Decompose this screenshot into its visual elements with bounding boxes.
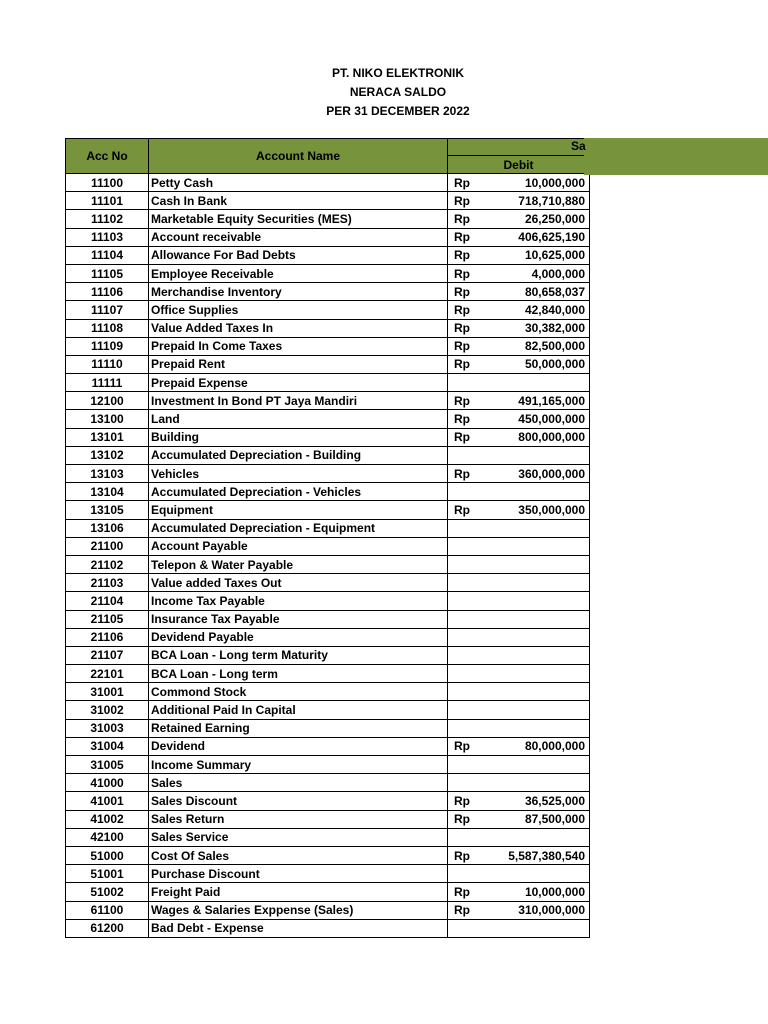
table-row: [66, 610, 590, 628]
table-row: [66, 883, 590, 901]
currency-cell: Rp: [448, 355, 489, 373]
table-row: [66, 246, 590, 264]
debit-cell: 718,710,880: [488, 192, 590, 210]
account-name-cell: BCA Loan - Long term: [149, 665, 448, 683]
acc-no-cell: 11105: [66, 264, 149, 282]
currency-cell: Rp: [448, 428, 489, 446]
account-name-cell: Office Supplies: [149, 301, 448, 319]
currency-cell: Rp: [448, 192, 489, 210]
debit-cell: 10,625,000: [488, 246, 590, 264]
table-row: [66, 665, 590, 683]
currency-cell: [448, 919, 489, 937]
account-name-cell: Value Added Taxes In: [149, 319, 448, 337]
currency-cell: [448, 446, 489, 464]
debit-cell: 5,587,380,540: [488, 846, 590, 864]
acc-no-cell: 13102: [66, 446, 149, 464]
debit-cell: [488, 446, 590, 464]
table-row: [66, 810, 590, 828]
currency-cell: [448, 628, 489, 646]
debit-cell: 26,250,000: [488, 210, 590, 228]
trial-balance-table: [65, 138, 590, 938]
acc-no-cell: 13100: [66, 410, 149, 428]
debit-cell: [488, 374, 590, 392]
account-name-cell: Land: [149, 410, 448, 428]
account-name-cell: Equipment: [149, 501, 448, 519]
acc-no-cell: 31005: [66, 756, 149, 774]
table-row: [66, 719, 590, 737]
debit-cell: 406,625,190: [488, 228, 590, 246]
debit-cell: 450,000,000: [488, 410, 590, 428]
currency-cell: Rp: [448, 737, 489, 755]
currency-cell: Rp: [448, 283, 489, 301]
debit-cell: 80,000,000: [488, 737, 590, 755]
acc-no-cell: 21100: [66, 537, 149, 555]
table-row: [66, 574, 590, 592]
account-name-cell: Income Summary: [149, 756, 448, 774]
currency-cell: Rp: [448, 319, 489, 337]
account-name-cell: Income Tax Payable: [149, 592, 448, 610]
table-row: [66, 628, 590, 646]
account-name-cell: Investment In Bond PT Jaya Mandiri: [149, 392, 448, 410]
account-name-cell: Prepaid In Come Taxes: [149, 337, 448, 355]
acc-no-cell: 41001: [66, 792, 149, 810]
table-row: [66, 374, 590, 392]
table-row: [66, 446, 590, 464]
currency-cell: Rp: [448, 465, 489, 483]
currency-cell: [448, 483, 489, 501]
currency-cell: [448, 719, 489, 737]
account-name-cell: Sales Service: [149, 828, 448, 846]
acc-no-cell: 51002: [66, 883, 149, 901]
table-row: [66, 846, 590, 864]
currency-cell: [448, 774, 489, 792]
debit-cell: [488, 646, 590, 664]
account-name-cell: Telepon & Water Payable: [149, 555, 448, 573]
account-name-cell: Insurance Tax Payable: [149, 610, 448, 628]
currency-cell: [448, 374, 489, 392]
acc-no-cell: 11104: [66, 246, 149, 264]
account-name-cell: Account Payable: [149, 537, 448, 555]
currency-cell: [448, 646, 489, 664]
acc-no-cell: 21105: [66, 610, 149, 628]
currency-cell: Rp: [448, 246, 489, 264]
currency-cell: Rp: [448, 301, 489, 319]
debit-cell: 50,000,000: [488, 355, 590, 373]
debit-cell: [488, 592, 590, 610]
debit-cell: [488, 701, 590, 719]
currency-cell: Rp: [448, 501, 489, 519]
acc-no-cell: 11110: [66, 355, 149, 373]
table-row: [66, 410, 590, 428]
acc-no-cell: 11103: [66, 228, 149, 246]
debit-cell: [488, 683, 590, 701]
currency-cell: [448, 665, 489, 683]
saldo-header: Sa: [571, 139, 586, 153]
currency-cell: Rp: [448, 901, 489, 919]
acc-no-cell: 61100: [66, 901, 149, 919]
debit-cell: 80,658,037: [488, 283, 590, 301]
debit-cell: 36,525,000: [488, 792, 590, 810]
debit-cell: [488, 574, 590, 592]
currency-cell: [448, 756, 489, 774]
table-row: [66, 283, 590, 301]
acc-no-cell: 11101: [66, 192, 149, 210]
currency-cell: [448, 592, 489, 610]
debit-cell: 87,500,000: [488, 810, 590, 828]
table-row: [66, 774, 590, 792]
currency-cell: Rp: [448, 883, 489, 901]
acc-no-cell: 12100: [66, 392, 149, 410]
debit-cell: [488, 828, 590, 846]
account-name-header: Account Name: [149, 139, 448, 174]
account-name-cell: Prepaid Expense: [149, 374, 448, 392]
debit-cell: 10,000,000: [488, 174, 590, 192]
currency-cell: [448, 555, 489, 573]
currency-cell: [448, 519, 489, 537]
table-row: [66, 646, 590, 664]
debit-cell: 10,000,000: [488, 883, 590, 901]
table-row: [66, 192, 590, 210]
debit-cell: 491,165,000: [488, 392, 590, 410]
currency-cell: Rp: [448, 792, 489, 810]
table-row: [66, 792, 590, 810]
table-row: [66, 519, 590, 537]
account-name-cell: Cost Of Sales: [149, 846, 448, 864]
currency-cell: [448, 865, 489, 883]
table-row: [66, 319, 590, 337]
table-row: [66, 756, 590, 774]
table-row: [66, 301, 590, 319]
acc-no-cell: 22101: [66, 665, 149, 683]
table-row: [66, 465, 590, 483]
table-row: [66, 901, 590, 919]
acc-no-cell: 11102: [66, 210, 149, 228]
account-name-cell: Retained Earning: [149, 719, 448, 737]
report-titles: [0, 64, 768, 121]
currency-cell: Rp: [448, 810, 489, 828]
acc-no-cell: 13103: [66, 465, 149, 483]
acc-no-cell: 31004: [66, 737, 149, 755]
account-name-cell: Accumulated Depreciation - Building: [149, 446, 448, 464]
acc-no-cell: 21102: [66, 555, 149, 573]
account-name-cell: Petty Cash: [149, 174, 448, 192]
debit-cell: [488, 537, 590, 555]
currency-cell: Rp: [448, 228, 489, 246]
acc-no-cell: 31003: [66, 719, 149, 737]
debit-cell: 350,000,000: [488, 501, 590, 519]
currency-cell: Rp: [448, 264, 489, 282]
currency-cell: [448, 683, 489, 701]
table-row: [66, 264, 590, 282]
account-name-cell: Cash In Bank: [149, 192, 448, 210]
account-name-cell: Marketable Equity Securities (MES): [149, 210, 448, 228]
debit-cell: [488, 555, 590, 573]
report-period: PER 31 DECEMBER 2022: [326, 104, 470, 118]
account-name-cell: Value added Taxes Out: [149, 574, 448, 592]
debit-cell: 82,500,000: [488, 337, 590, 355]
table-row: [66, 828, 590, 846]
acc-no-cell: 31002: [66, 701, 149, 719]
table-row: [66, 592, 590, 610]
acc-no-cell: 42100: [66, 828, 149, 846]
header-fill-extension: [584, 138, 768, 175]
currency-cell: Rp: [448, 337, 489, 355]
account-name-cell: Purchase Discount: [149, 865, 448, 883]
debit-cell: [488, 865, 590, 883]
account-name-cell: Building: [149, 428, 448, 446]
currency-cell: [448, 610, 489, 628]
currency-cell: [448, 828, 489, 846]
acc-no-cell: 61200: [66, 919, 149, 937]
table-row: [66, 337, 590, 355]
currency-cell: [448, 701, 489, 719]
account-name-cell: Sales Return: [149, 810, 448, 828]
table-row: [66, 737, 590, 755]
table-row: [66, 228, 590, 246]
debit-cell: [488, 483, 590, 501]
account-name-cell: Merchandise Inventory: [149, 283, 448, 301]
debit-cell: [488, 519, 590, 537]
table-row: [66, 501, 590, 519]
debit-cell: [488, 756, 590, 774]
table-row: [66, 428, 590, 446]
currency-cell: Rp: [448, 392, 489, 410]
acc-no-cell: 21103: [66, 574, 149, 592]
account-name-cell: Prepaid Rent: [149, 355, 448, 373]
debit-cell: [488, 919, 590, 937]
table-row: [66, 537, 590, 555]
account-name-cell: Devidend: [149, 737, 448, 755]
acc-no-cell: 31001: [66, 683, 149, 701]
debit-cell: [488, 628, 590, 646]
acc-no-cell: 13105: [66, 501, 149, 519]
table-row: [66, 210, 590, 228]
acc-no-cell: 51001: [66, 865, 149, 883]
debit-cell: 800,000,000: [488, 428, 590, 446]
currency-cell: [448, 574, 489, 592]
debit-cell: 310,000,000: [488, 901, 590, 919]
account-name-cell: Sales: [149, 774, 448, 792]
account-name-cell: Freight Paid: [149, 883, 448, 901]
account-name-cell: Account receivable: [149, 228, 448, 246]
acc-no-cell: 21107: [66, 646, 149, 664]
table-row: [66, 701, 590, 719]
account-name-cell: Bad Debt - Expense: [149, 919, 448, 937]
table-row: [66, 865, 590, 883]
acc-no-cell: 11107: [66, 301, 149, 319]
account-name-cell: Vehicles: [149, 465, 448, 483]
account-name-cell: Sales Discount: [149, 792, 448, 810]
account-rows: [66, 174, 590, 938]
report-name: NERACA SALDO: [349, 85, 447, 99]
acc-no-cell: 13104: [66, 483, 149, 501]
account-name-cell: Commond Stock: [149, 683, 448, 701]
currency-cell: Rp: [448, 210, 489, 228]
company-name: PT. NIKO ELEKTRONIK: [331, 66, 464, 80]
currency-cell: Rp: [448, 410, 489, 428]
acc-no-cell: 13106: [66, 519, 149, 537]
account-name-cell: Accumulated Depreciation - Equipment: [149, 519, 448, 537]
table-row: [66, 392, 590, 410]
debit-header: Debit: [448, 156, 590, 174]
account-name-cell: Additional Paid In Capital: [149, 701, 448, 719]
account-name-cell: Employee Receivable: [149, 264, 448, 282]
account-name-cell: BCA Loan - Long term Maturity: [149, 646, 448, 664]
table-row: [66, 919, 590, 937]
account-name-cell: Accumulated Depreciation - Vehicles: [149, 483, 448, 501]
debit-cell: 42,840,000: [488, 301, 590, 319]
debit-cell: [488, 610, 590, 628]
acc-no-cell: 21106: [66, 628, 149, 646]
currency-cell: Rp: [448, 846, 489, 864]
debit-cell: [488, 719, 590, 737]
acc-no-cell: 11106: [66, 283, 149, 301]
acc-no-cell: 11100: [66, 174, 149, 192]
debit-cell: [488, 665, 590, 683]
acc-no-header: Acc No: [66, 139, 149, 174]
table-row: [66, 174, 590, 192]
debit-cell: 4,000,000: [488, 264, 590, 282]
acc-no-cell: 11111: [66, 374, 149, 392]
debit-cell: 360,000,000: [488, 465, 590, 483]
saldo-header-cell: [448, 139, 590, 156]
currency-cell: [448, 537, 489, 555]
account-name-cell: Devidend Payable: [149, 628, 448, 646]
account-name-cell: Allowance For Bad Debts: [149, 246, 448, 264]
table-row: [66, 355, 590, 373]
table-row: [66, 683, 590, 701]
acc-no-cell: 41000: [66, 774, 149, 792]
currency-cell: Rp: [448, 174, 489, 192]
acc-no-cell: 11109: [66, 337, 149, 355]
account-name-cell: Wages & Salaries Exppense (Sales): [149, 901, 448, 919]
debit-cell: 30,382,000: [488, 319, 590, 337]
debit-cell: [488, 774, 590, 792]
table-row: [66, 555, 590, 573]
acc-no-cell: 21104: [66, 592, 149, 610]
acc-no-cell: 51000: [66, 846, 149, 864]
table-row: [66, 483, 590, 501]
acc-no-cell: 11108: [66, 319, 149, 337]
acc-no-cell: 41002: [66, 810, 149, 828]
trial-balance-sheet: [65, 138, 768, 938]
acc-no-cell: 13101: [66, 428, 149, 446]
